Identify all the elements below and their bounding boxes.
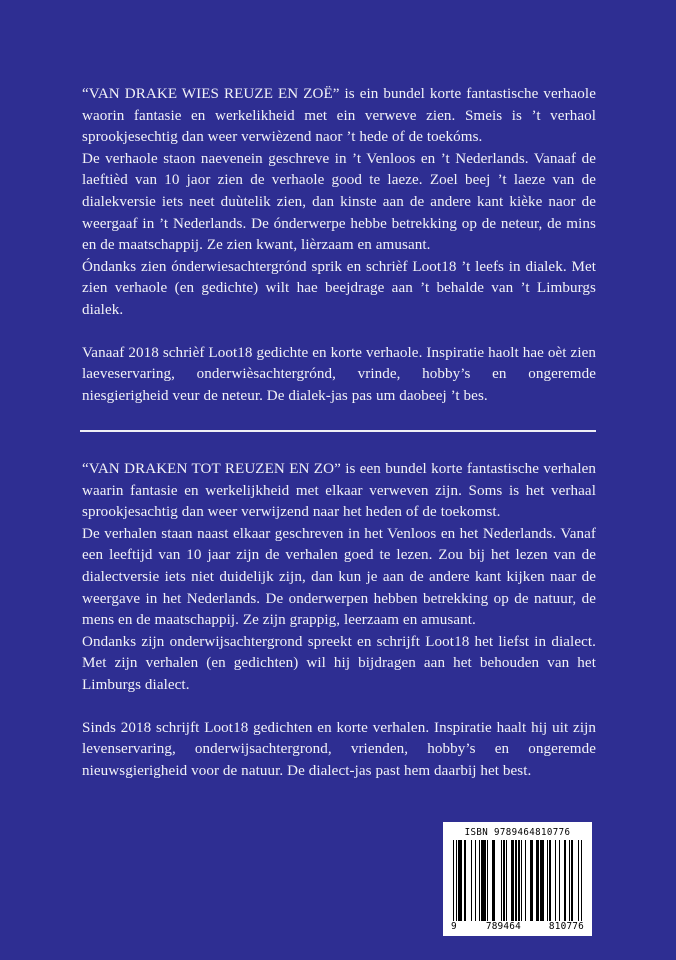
barcode-digit-first: 9: [451, 921, 457, 932]
barcode-digits-right: 810776: [548, 921, 584, 932]
dialect-paragraph-3: Óndanks zien ónderwiesachtergrónd sprik en schrièf Loot18 ’t leefs in dialek. Met zien verhaole (en gedichte) wilt hae beejdrage aan ’t behalde van ’t Limburgs dialek.: [82, 258, 600, 318]
isbn-text: ISBN 9789464810776: [464, 827, 571, 838]
barcode-digits: [450, 921, 585, 932]
dutch-paragraph-1: “VAN DRAKEN TOT REUZEN EN ZO” is een bundel korte fantastische verhalen waarin fantasie en werkelijkheid met elkaar verweven zijn. Soms is het verhaal sprookjesachtig dan weer verwijzend naar het heden of de toekomst.: [82, 461, 600, 521]
dialect-paragraph-1: “VAN DRAKE WIES REUZE EN ZOË” is ein bundel korte fantastische verhaole waorin fantasie en werkelikheid met ein verweve zien. Smeis is ’t verhaol sprookjesechtig dan weer verwièzend naor ’t hede of de toekóms.: [82, 86, 600, 146]
dutch-paragraph-2: De verhalen staan naast elkaar geschreven in het Venloos en het Nederlands. Vanaf een leeftijd van 10 jaar zijn de verhalen goed te lezen. Zou bij het lezen van de dialectversie iets niet duidelijk zijn, dan kun je aan de andere kant kijken naar de weergave in het Nederlands. De onderwerpen hebben betrekking op de natuur, de mens en de maatschappij. Ze zijn grappig, leerzaam en amusant.: [82, 525, 600, 629]
section-divider: [80, 430, 596, 432]
dialect-blurb-block: [82, 84, 600, 407]
barcode-bars: [450, 840, 585, 921]
dialect-paragraph-2: De verhaole staon naevenein geschreve in ’t Venloos en ’t Nederlands. Vanaaf de laeftièd van 10 jaor zien de verhaole good te laeze. Zoel beej ’t laeze van de dialekversie iets neet duùtelik zien, dan kinste aan de andere kant kièke naor de weergaaf in ’t Nederlands. De ónderwerpe hebbe betrekking op de neteur, de mins en de maatschappij. Ze zien kwant, lièrzaam en amusant.: [82, 150, 600, 254]
isbn-barcode: [443, 822, 592, 936]
dutch-paragraph-4: Sinds 2018 schrijft Loot18 gedichten en korte verhalen. Inspiratie haalt hij uit zijn levenservaring, onderwijsachtergrond, vrienden, hobby’s en ongeremde nieuwsgierigheid voor de natuur. De dialect-jas past hem daarbij het best.: [82, 719, 600, 779]
barcode-digits-left: 789464: [485, 921, 521, 932]
dutch-blurb-block: [82, 459, 604, 782]
dialect-paragraph-4: Vanaaf 2018 schrièf Loot18 gedichte en korte verhaole. Inspiratie haolt hae oèt zien laeveservaring, onderwièsachtergrónd, vrinde, hobby’s en ongeremde niesgierigheid veur de neteur. De dialek-jas pas um daobeej ’t bes.: [82, 344, 600, 404]
dutch-paragraph-3: Ondanks zijn onderwijsachtergrond spreekt en schrijft Loot18 het liefst in dialect. Met zijn verhalen (en gedichten) wil hij bijdragen aan het behouden van het Limburgs dialect.: [82, 633, 604, 693]
barcode-bar: [581, 840, 582, 921]
